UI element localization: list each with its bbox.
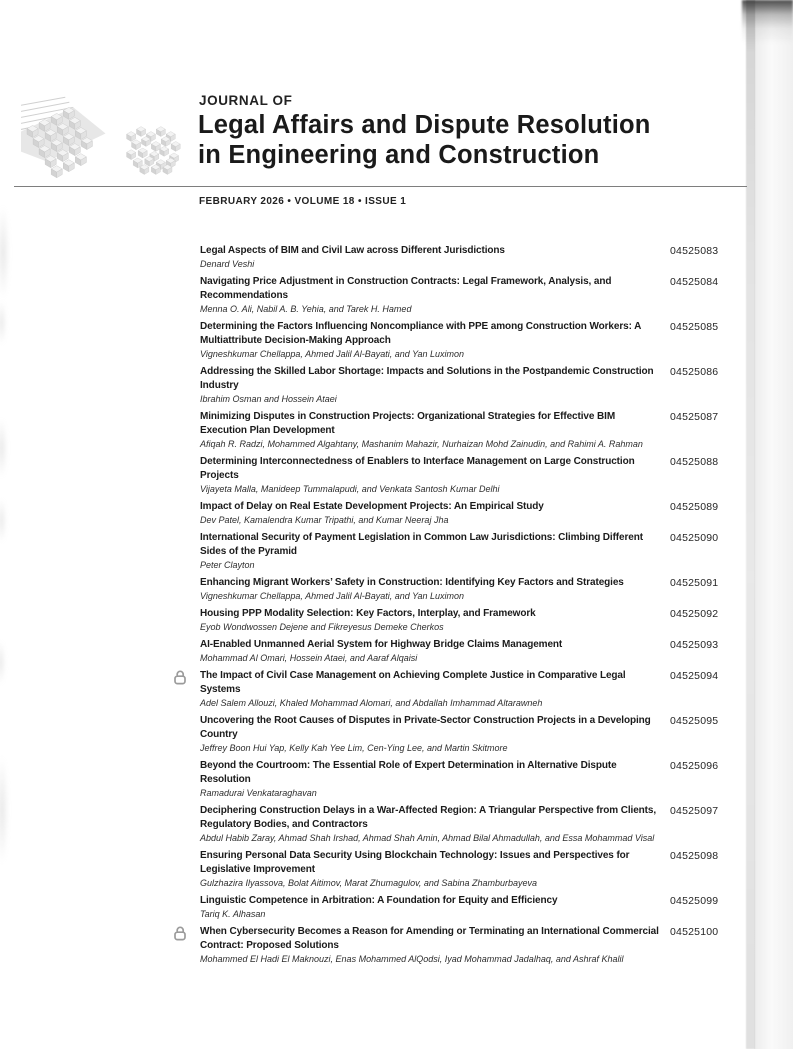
article-title: Navigating Price Adjustment in Construction Contracts: Legal Framework, Analysis, and Recommendations bbox=[200, 276, 612, 301]
article-page-number: 04525087 bbox=[670, 411, 719, 423]
article-authors: Abdul Habib Zaray, Ahmad Shah Irshad, Ahmad Shah Amin, Ahmad Bilal Ahmadullah, and Essa Mohammad Visal bbox=[200, 833, 655, 843]
issue-line: FEBRUARY 2026 • VOLUME 18 • ISSUE 1 bbox=[199, 196, 407, 207]
article-title: Beyond the Courtroom: The Essential Role of Expert Determination in Alternative Dispute Resolution bbox=[200, 760, 617, 785]
toc-entry bbox=[200, 320, 720, 361]
toc-entry bbox=[200, 365, 720, 406]
article-authors: Peter Clayton bbox=[200, 560, 255, 570]
article-authors: Ibrahim Osman and Hossein Ataei bbox=[200, 394, 337, 404]
toc-entry bbox=[200, 669, 720, 710]
article-page-number: 04525094 bbox=[670, 670, 719, 682]
toc-entry bbox=[200, 925, 720, 966]
journal-title bbox=[198, 110, 758, 170]
article-authors: Mohammed El Hadi El Maknouzi, Enas Mohammed AlQodsi, Iyad Mohammad Jadalhaq, and Ashraf Khalil bbox=[200, 954, 624, 964]
toc-entry bbox=[200, 576, 720, 603]
toc-entry bbox=[200, 714, 720, 755]
toc-entry bbox=[200, 455, 720, 496]
toc-entry bbox=[200, 759, 720, 800]
article-title: International Security of Payment Legislation in Common Law Jurisdictions: Climbing Different Sides of the Pyramid bbox=[200, 532, 643, 557]
article-authors: Menna O. Ali, Nabil A. B. Yehia, and Tarek H. Hamed bbox=[200, 304, 412, 314]
article-title: Legal Aspects of BIM and Civil Law across Different Jurisdictions bbox=[200, 245, 505, 256]
journal-title-line2: in Engineering and Construction bbox=[198, 141, 600, 169]
article-authors: Vigneshkumar Chellappa, Ahmed Jalil Al-Bayati, and Yan Luximon bbox=[200, 349, 464, 359]
article-authors: Adel Salem Allouzi, Khaled Mohammad Alomari, and Abdallah Imhammad Altarawneh bbox=[200, 698, 543, 708]
open-access-icon bbox=[173, 926, 187, 941]
article-page-number: 04525095 bbox=[670, 715, 719, 727]
article-title: Addressing the Skilled Labor Shortage: Impacts and Solutions in the Postpandemic Construction Industry bbox=[200, 366, 654, 391]
toc-entry bbox=[200, 500, 720, 527]
journal-logo-blocks-image bbox=[21, 95, 185, 180]
article-page-number: 04525091 bbox=[670, 577, 719, 589]
article-authors: Afiqah R. Radzi, Mohammed Algahtany, Mashanim Mahazir, Nurhaizan Mohd Zainudin, and Rahimi A. Rahman bbox=[200, 439, 643, 449]
article-page-number: 04525090 bbox=[670, 532, 719, 544]
scan-smudge bbox=[0, 205, 9, 300]
toc-entry bbox=[200, 244, 720, 271]
article-page-number: 04525096 bbox=[670, 760, 719, 772]
journal-title-line1: Legal Affairs and Dispute Resolution bbox=[198, 111, 651, 139]
article-title: Linguistic Competence in Arbitration: A Foundation for Equity and Efficiency bbox=[200, 895, 558, 906]
article-title: Housing PPP Modality Selection: Key Factors, Interplay, and Framework bbox=[200, 608, 536, 619]
article-authors: Dev Patel, Kamalendra Kumar Tripathi, and Kumar Neeraj Jha bbox=[200, 515, 449, 525]
article-page-number: 04525085 bbox=[670, 321, 719, 333]
open-access-icon bbox=[173, 670, 187, 685]
article-title: Deciphering Construction Delays in a War-Affected Region: A Triangular Perspective from Clients, Regulatory Bodies, and Contractors bbox=[200, 805, 657, 830]
scan-smudge bbox=[0, 640, 5, 685]
article-page-number: 04525093 bbox=[670, 639, 719, 651]
article-authors: Vijayeta Malla, Manideep Tummalapudi, and Venkata Santosh Kumar Delhi bbox=[200, 484, 500, 494]
article-page-number: 04525098 bbox=[670, 850, 719, 862]
article-authors: Ramadurai Venkataraghavan bbox=[200, 788, 317, 798]
toc-entry bbox=[200, 894, 720, 921]
toc-entry bbox=[200, 849, 720, 890]
article-page-number: 04525088 bbox=[670, 456, 719, 468]
toc-entry bbox=[200, 410, 720, 451]
article-page-number: 04525092 bbox=[670, 608, 719, 620]
article-title: When Cybersecurity Becomes a Reason for Amending or Terminating an International Commercial Contract: Proposed Solutions bbox=[200, 926, 659, 951]
scan-smudge bbox=[0, 418, 7, 478]
article-title: Minimizing Disputes in Construction Projects: Organizational Strategies for Effective BIM Execution Plan Development bbox=[200, 411, 616, 436]
article-title: Enhancing Migrant Workers’ Safety in Construction: Identifying Key Factors and Strategies bbox=[200, 577, 624, 588]
scan-right-margin bbox=[754, 0, 793, 1049]
article-title: The Impact of Civil Case Management on Achieving Complete Justice in Comparative Legal Systems bbox=[200, 670, 626, 695]
article-page-number: 04525083 bbox=[670, 245, 719, 257]
article-authors: Vigneshkumar Chellappa, Ahmed Jalil Al-Bayati, and Yan Luximon bbox=[200, 591, 464, 601]
article-page-number: 04525100 bbox=[670, 926, 719, 938]
article-authors: Gulzhazira Ilyassova, Bolat Aitimov, Marat Zhumagulov, and Sabina Zhamburbayeva bbox=[200, 878, 537, 888]
scan-corner-shadow bbox=[742, 0, 793, 52]
scan-smudge bbox=[0, 498, 6, 543]
toc-entry bbox=[200, 531, 720, 572]
article-page-number: 04525086 bbox=[670, 366, 719, 378]
article-title: Uncovering the Root Causes of Disputes in Private-Sector Construction Projects in a Developing Country bbox=[200, 715, 651, 740]
header-divider bbox=[14, 186, 747, 187]
article-authors: Denard Veshi bbox=[200, 259, 255, 269]
article-authors: Tariq K. Alhasan bbox=[200, 909, 266, 919]
toc-entry bbox=[200, 804, 720, 845]
article-authors: Eyob Wondwossen Dejene and Fikreyesus Demeke Cherkos bbox=[200, 622, 444, 632]
article-page-number: 04525099 bbox=[670, 895, 719, 907]
toc-entry bbox=[200, 638, 720, 665]
table-of-contents bbox=[200, 244, 720, 970]
article-page-number: 04525089 bbox=[670, 501, 719, 513]
article-title: Ensuring Personal Data Security Using Blockchain Technology: Issues and Perspectives for Legislative Improvement bbox=[200, 850, 630, 875]
toc-entry bbox=[200, 275, 720, 316]
toc-entry bbox=[200, 607, 720, 634]
article-title: Impact of Delay on Real Estate Development Projects: An Empirical Study bbox=[200, 501, 544, 512]
article-title: Determining the Factors Influencing Noncompliance with PPE among Construction Workers: A Multiattribute Decision-Making Approach bbox=[200, 321, 641, 346]
scan-smudge bbox=[0, 300, 6, 345]
article-authors: Jeffrey Boon Hui Yap, Kelly Kah Yee Lim, Cen-Ying Lee, and Martin Skitmore bbox=[200, 743, 508, 753]
article-title: AI-Enabled Unmanned Aerial System for Highway Bridge Claims Management bbox=[200, 639, 563, 650]
article-page-number: 04525097 bbox=[670, 805, 719, 817]
scan-smudge bbox=[0, 755, 8, 865]
article-authors: Mohammad Al Omari, Hossein Ataei, and Aaraf Alqaisi bbox=[200, 653, 418, 663]
journal-kicker: JOURNAL OF bbox=[199, 93, 293, 108]
article-title: Determining Interconnectedness of Enablers to Interface Management on Large Construction Projects bbox=[200, 456, 635, 481]
article-page-number: 04525084 bbox=[670, 276, 719, 288]
